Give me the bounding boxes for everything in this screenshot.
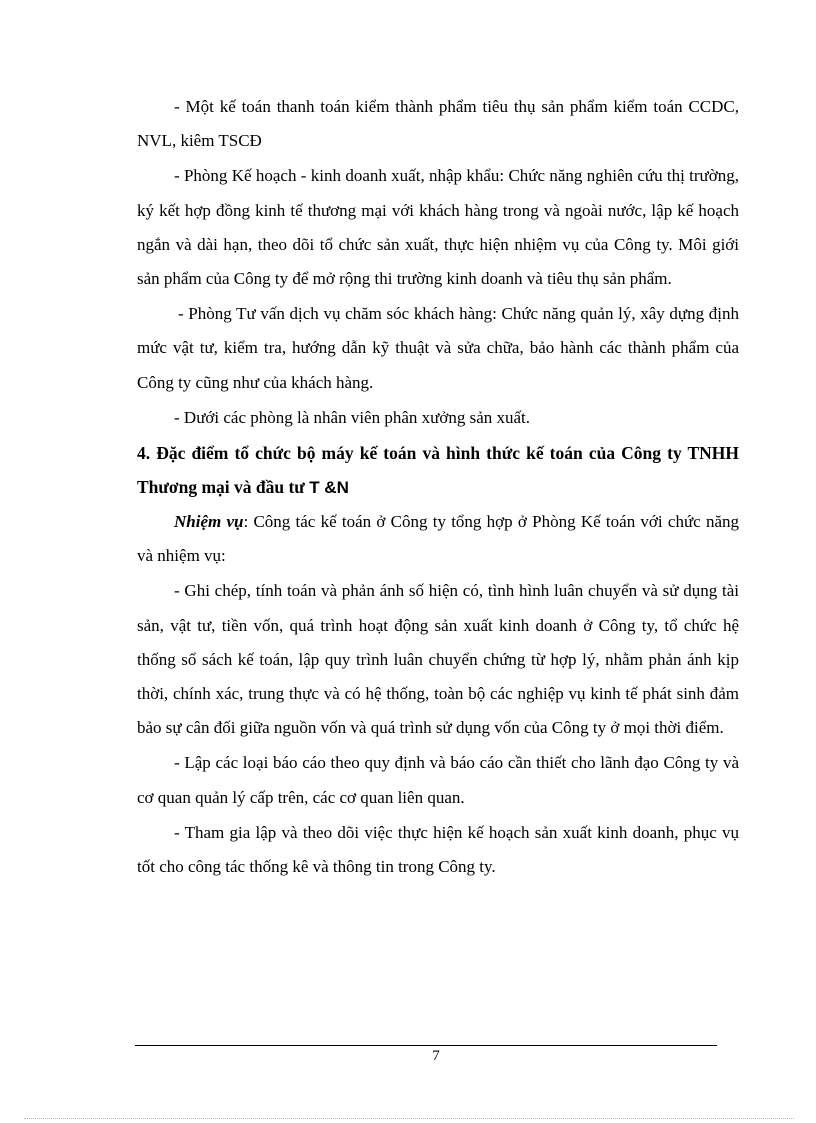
document-body: [137, 90, 739, 885]
page-edge-dotted-line: [24, 1118, 794, 1119]
paragraph-duty-recording: - Ghi chép, tính toán và phản ánh số hiện có, tình hình luân chuyển và sử dụng tài sản, vật tư, tiền vốn, quá trình hoạt động sản xuất kinh doanh ở Công ty, tổ chức hệ thống sổ sách kế toán, lập quy trình luân chuyển chứng từ hợp lý, nhằm phản ánh kịp thời, chính xác, trung thực và có hệ thống, toàn bộ các nghiệp vụ kinh tế phát sinh đảm bảo sự cân đối giữa nguồn vốn và quá trình sử dụng vốn của Công ty ở mọi thời điểm.: [137, 581, 739, 738]
paragraph-planning-dept: - Phòng Kế hoạch - kinh doanh xuất, nhập khẩu: Chức năng nghiên cứu thị trường, ký kết hợp đồng kinh tế thương mại với khách hàng trong và ngoài nước, lập kế hoạch ngắn và dài hạn, theo dõi tổ chức sản xuất, thực hiện nhiệm vụ của Công ty. Môi giới sản phẩm của Công ty để mở rộng thi trường kinh doanh và tiêu thụ sản phẩm.: [137, 166, 739, 289]
footer-divider: [135, 1045, 717, 1046]
paragraph-customer-service-dept: - Phòng Tư vấn dịch vụ chăm sóc khách hàng: Chức năng quản lý, xây dựng định mức vật tư, kiểm tra, hướng dẫn kỹ thuật và sửa chữa, bảo hành các thành phẩm của Công ty cũng như của khách hàng.: [137, 304, 739, 392]
paragraph-duty-reporting: - Lập các loại báo cáo theo quy định và báo cáo cần thiết cho lãnh đạo Công ty và cơ quan quản lý cấp trên, các cơ quan liên quan.: [137, 753, 739, 807]
paragraph-accountant: - Một kế toán thanh toán kiểm thành phẩm tiêu thụ sản phẩm kiểm toán CCDC, NVL, kiêm TSCĐ: [137, 97, 739, 151]
duties-intro-text: : Công tác kế toán ở Công ty tổng hợp ở Phòng Kế toán với chức năng và nhiệm vụ:: [137, 512, 739, 566]
paragraph-workshop-staff: - Dưới các phòng là nhân viên phân xưởng sản xuất.: [174, 407, 531, 427]
section-heading: [137, 436, 739, 505]
company-abbrev: T &N: [309, 478, 349, 498]
paragraph-duty-planning: - Tham gia lập và theo dõi việc thực hiện kế hoạch sản xuất kinh doanh, phục vụ tốt cho công tác thống kê và thông tin trong Công ty.: [137, 822, 739, 877]
section-heading-text: 4. Đặc điểm tổ chức bộ máy kế toán và hình thức kế toán của Công ty TNHH Thương mại và đầu tư: [137, 443, 739, 498]
page-number: 7: [432, 1048, 440, 1064]
paragraph-duties-intro: [137, 505, 739, 573]
duties-lead: Nhiệm vụ: [174, 512, 244, 532]
